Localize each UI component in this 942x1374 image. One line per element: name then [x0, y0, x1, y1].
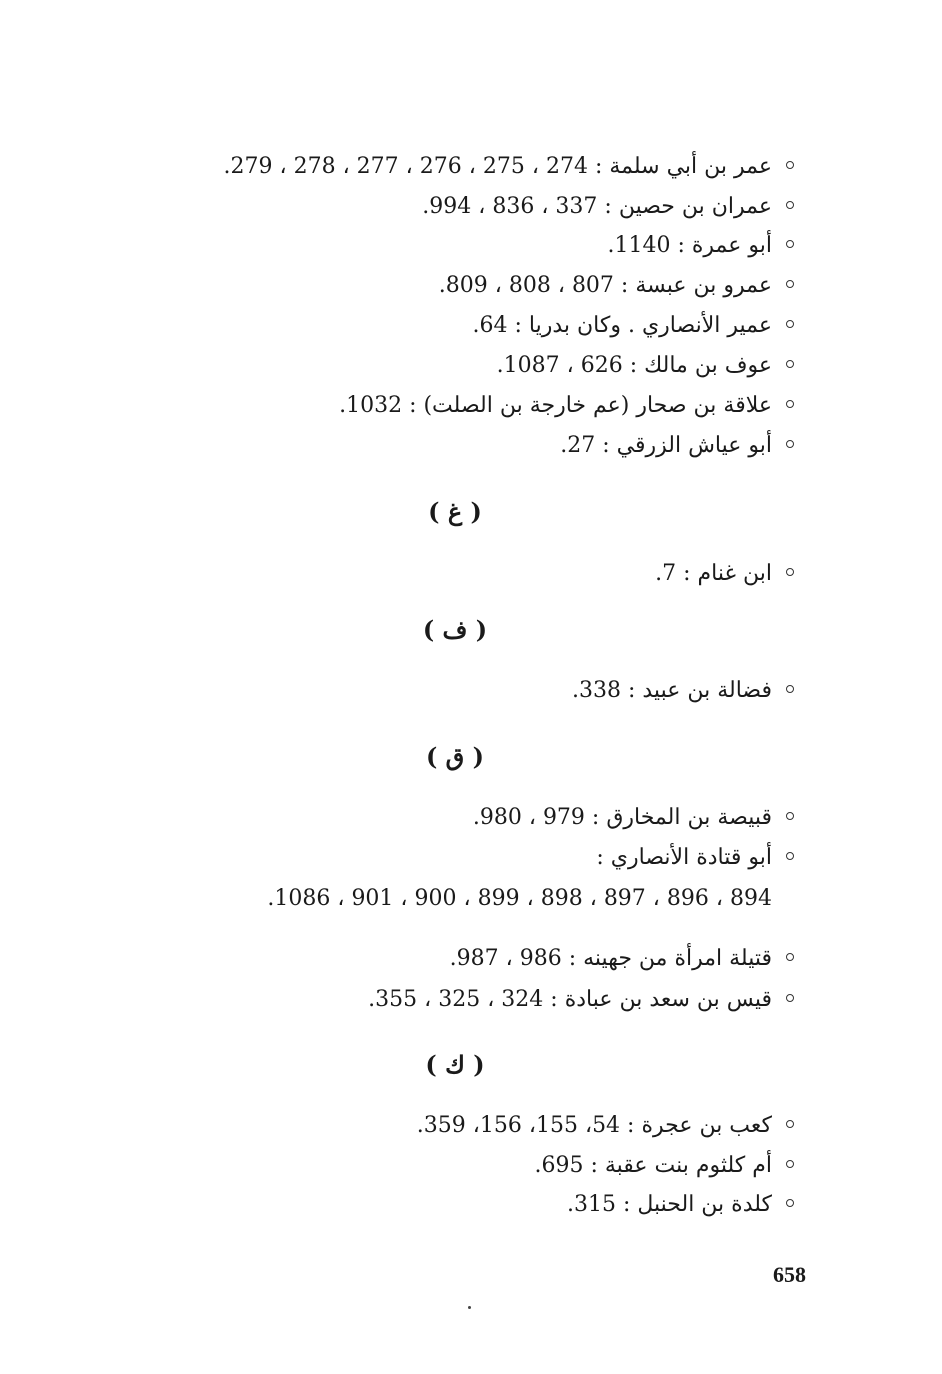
section-heading-fa: ( ف ) — [422, 615, 488, 644]
index-entry: علاقة بن صحار (عم خارجة بن الصلت) : 1032. — [90, 391, 794, 421]
index-entry: عمير الأنصاري . وكان بدريا : 64. — [90, 311, 794, 341]
bullet-icon — [786, 440, 794, 448]
index-entry: أبو عياش الزرقي : 27. — [90, 431, 794, 461]
index-entry: قتيلة امرأة من جهينه : 986 ، 987. — [90, 944, 794, 974]
bullet-icon — [786, 1160, 794, 1168]
index-entry: قيس بن سعد بن عبادة : 324 ، 325 ، 355. — [90, 985, 794, 1015]
bullet-icon — [786, 812, 794, 820]
index-entry: فضالة بن عبيد : 338. — [90, 676, 794, 706]
index-entry: أبو عمرة : 1140. — [90, 231, 794, 261]
entry-continuation: 894 ، 896 ، 897 ، 898 ، 899 ، 900 ، 901 ، 1086. — [267, 886, 772, 911]
section-heading-kaf: ( ك ) — [425, 1050, 485, 1079]
bullet-icon — [786, 1120, 794, 1128]
index-entry: عوف بن مالك : 626 ، 1087. — [90, 351, 794, 381]
index-entry: أم كلثوم بنت عقبة : 695. — [90, 1151, 794, 1181]
section-heading-qaf: ( ق ) — [425, 742, 485, 771]
bullet-icon — [786, 1199, 794, 1207]
bullet-icon — [786, 320, 794, 328]
index-entry: عمر بن أبي سلمة : 274 ، 275 ، 276 ، 277 ، 278 ، 279. — [90, 152, 794, 182]
bullet-icon — [786, 400, 794, 408]
index-entry: كلدة بن الحنبل : 315. — [90, 1190, 794, 1220]
page-number: 658 — [773, 1262, 806, 1287]
index-entry: عمرو بن عبسة : 807 ، 808 ، 809. — [90, 271, 794, 301]
bullet-icon — [786, 201, 794, 209]
bullet-icon — [786, 994, 794, 1002]
bullet-icon — [786, 280, 794, 288]
index-entry: أبو قتادة الأنصاري : — [90, 843, 794, 873]
section-heading-ghain: ( غ ) — [428, 497, 482, 526]
bullet-icon — [786, 240, 794, 248]
bullet-icon — [786, 685, 794, 693]
bullet-icon — [786, 852, 794, 860]
index-entry: كعب بن عجرة : 54، 155، 156، 359. — [90, 1111, 794, 1141]
bullet-icon — [786, 953, 794, 961]
index-entry: ابن غنام : 7. — [90, 559, 794, 589]
scan-speck — [468, 1306, 471, 1309]
bullet-icon — [786, 161, 794, 169]
index-entry: قبيصة بن المخارق : 979 ، 980. — [90, 803, 794, 833]
bullet-icon — [786, 568, 794, 576]
index-entry: عمران بن حصين : 337 ، 836 ، 994. — [90, 192, 794, 222]
bullet-icon — [786, 360, 794, 368]
